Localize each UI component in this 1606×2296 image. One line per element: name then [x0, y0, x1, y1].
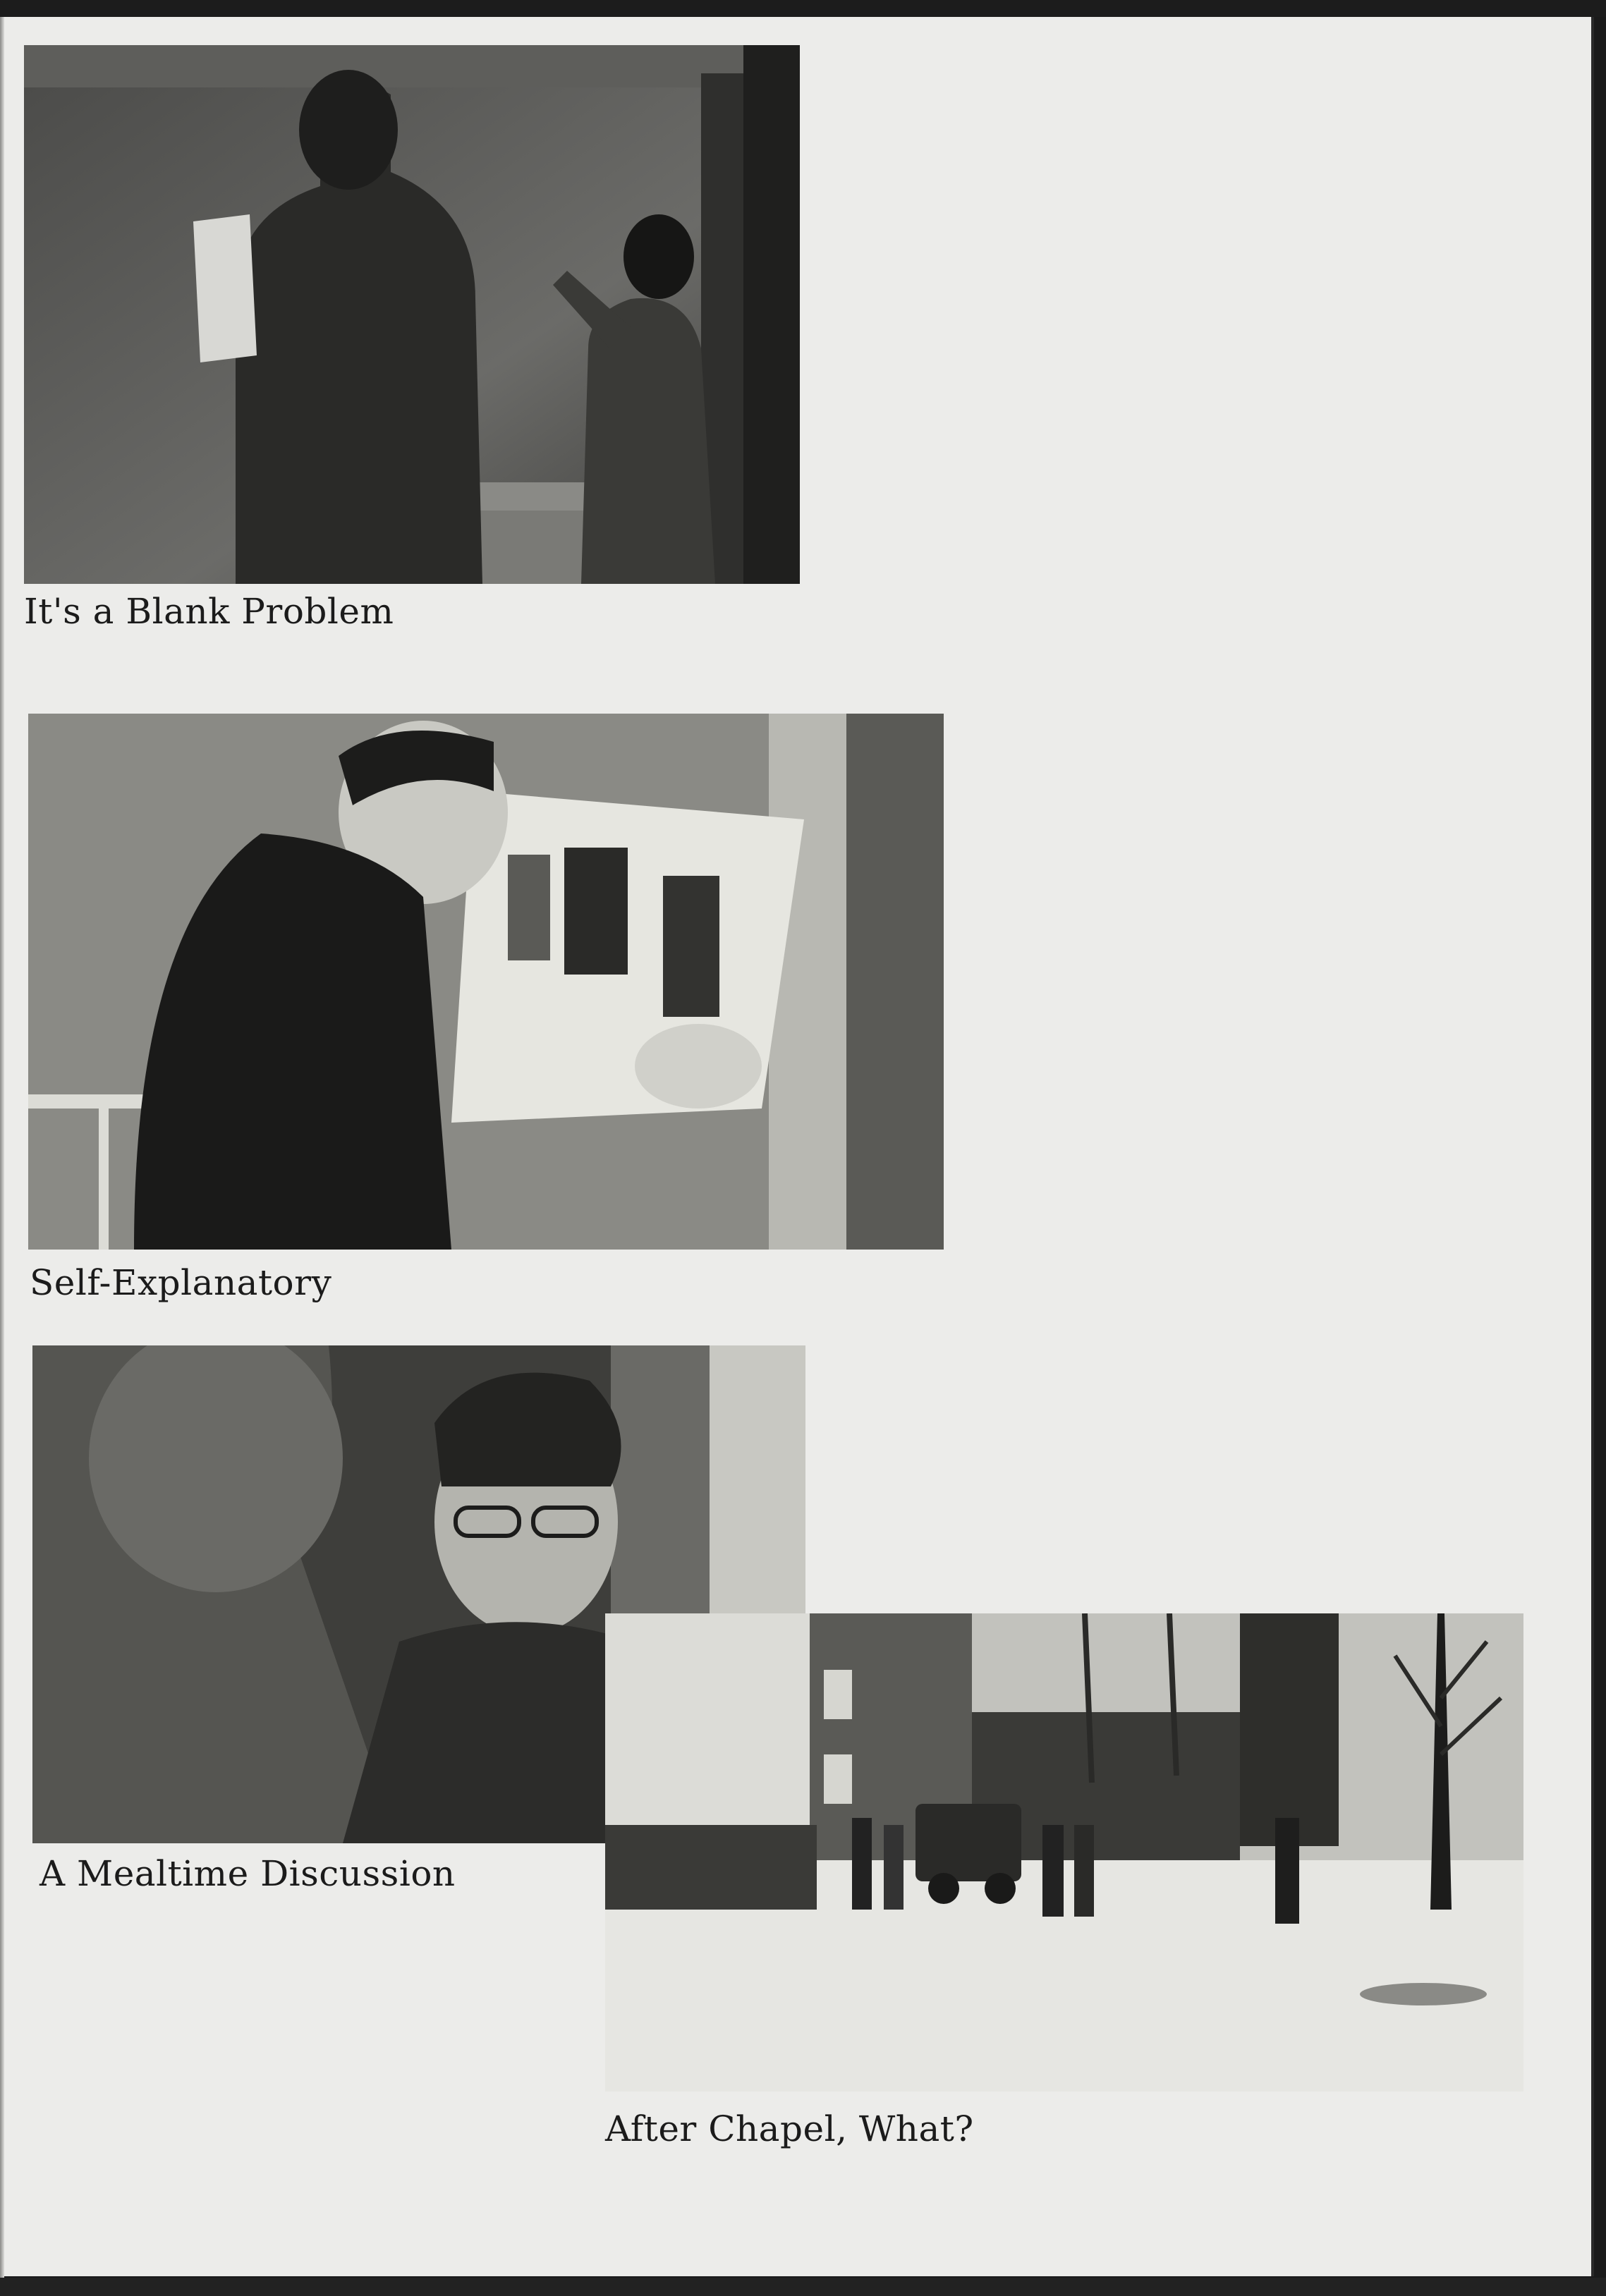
scan-top-border	[0, 0, 1606, 17]
blackboard-photo	[24, 45, 800, 584]
page-gutter	[0, 17, 4, 2278]
caption-blank-problem: It's a Blank Problem	[24, 591, 394, 632]
magazine-reader-photo	[28, 714, 944, 1250]
caption-self-explanatory: Self-Explanatory	[30, 1262, 332, 1303]
after-chapel-photo	[605, 1613, 1523, 2092]
caption-mealtime-discussion: A Mealtime Discussion	[39, 1853, 456, 1894]
caption-after-chapel: After Chapel, What?	[605, 2108, 974, 2149]
scan-bottom-border	[0, 2278, 1606, 2296]
